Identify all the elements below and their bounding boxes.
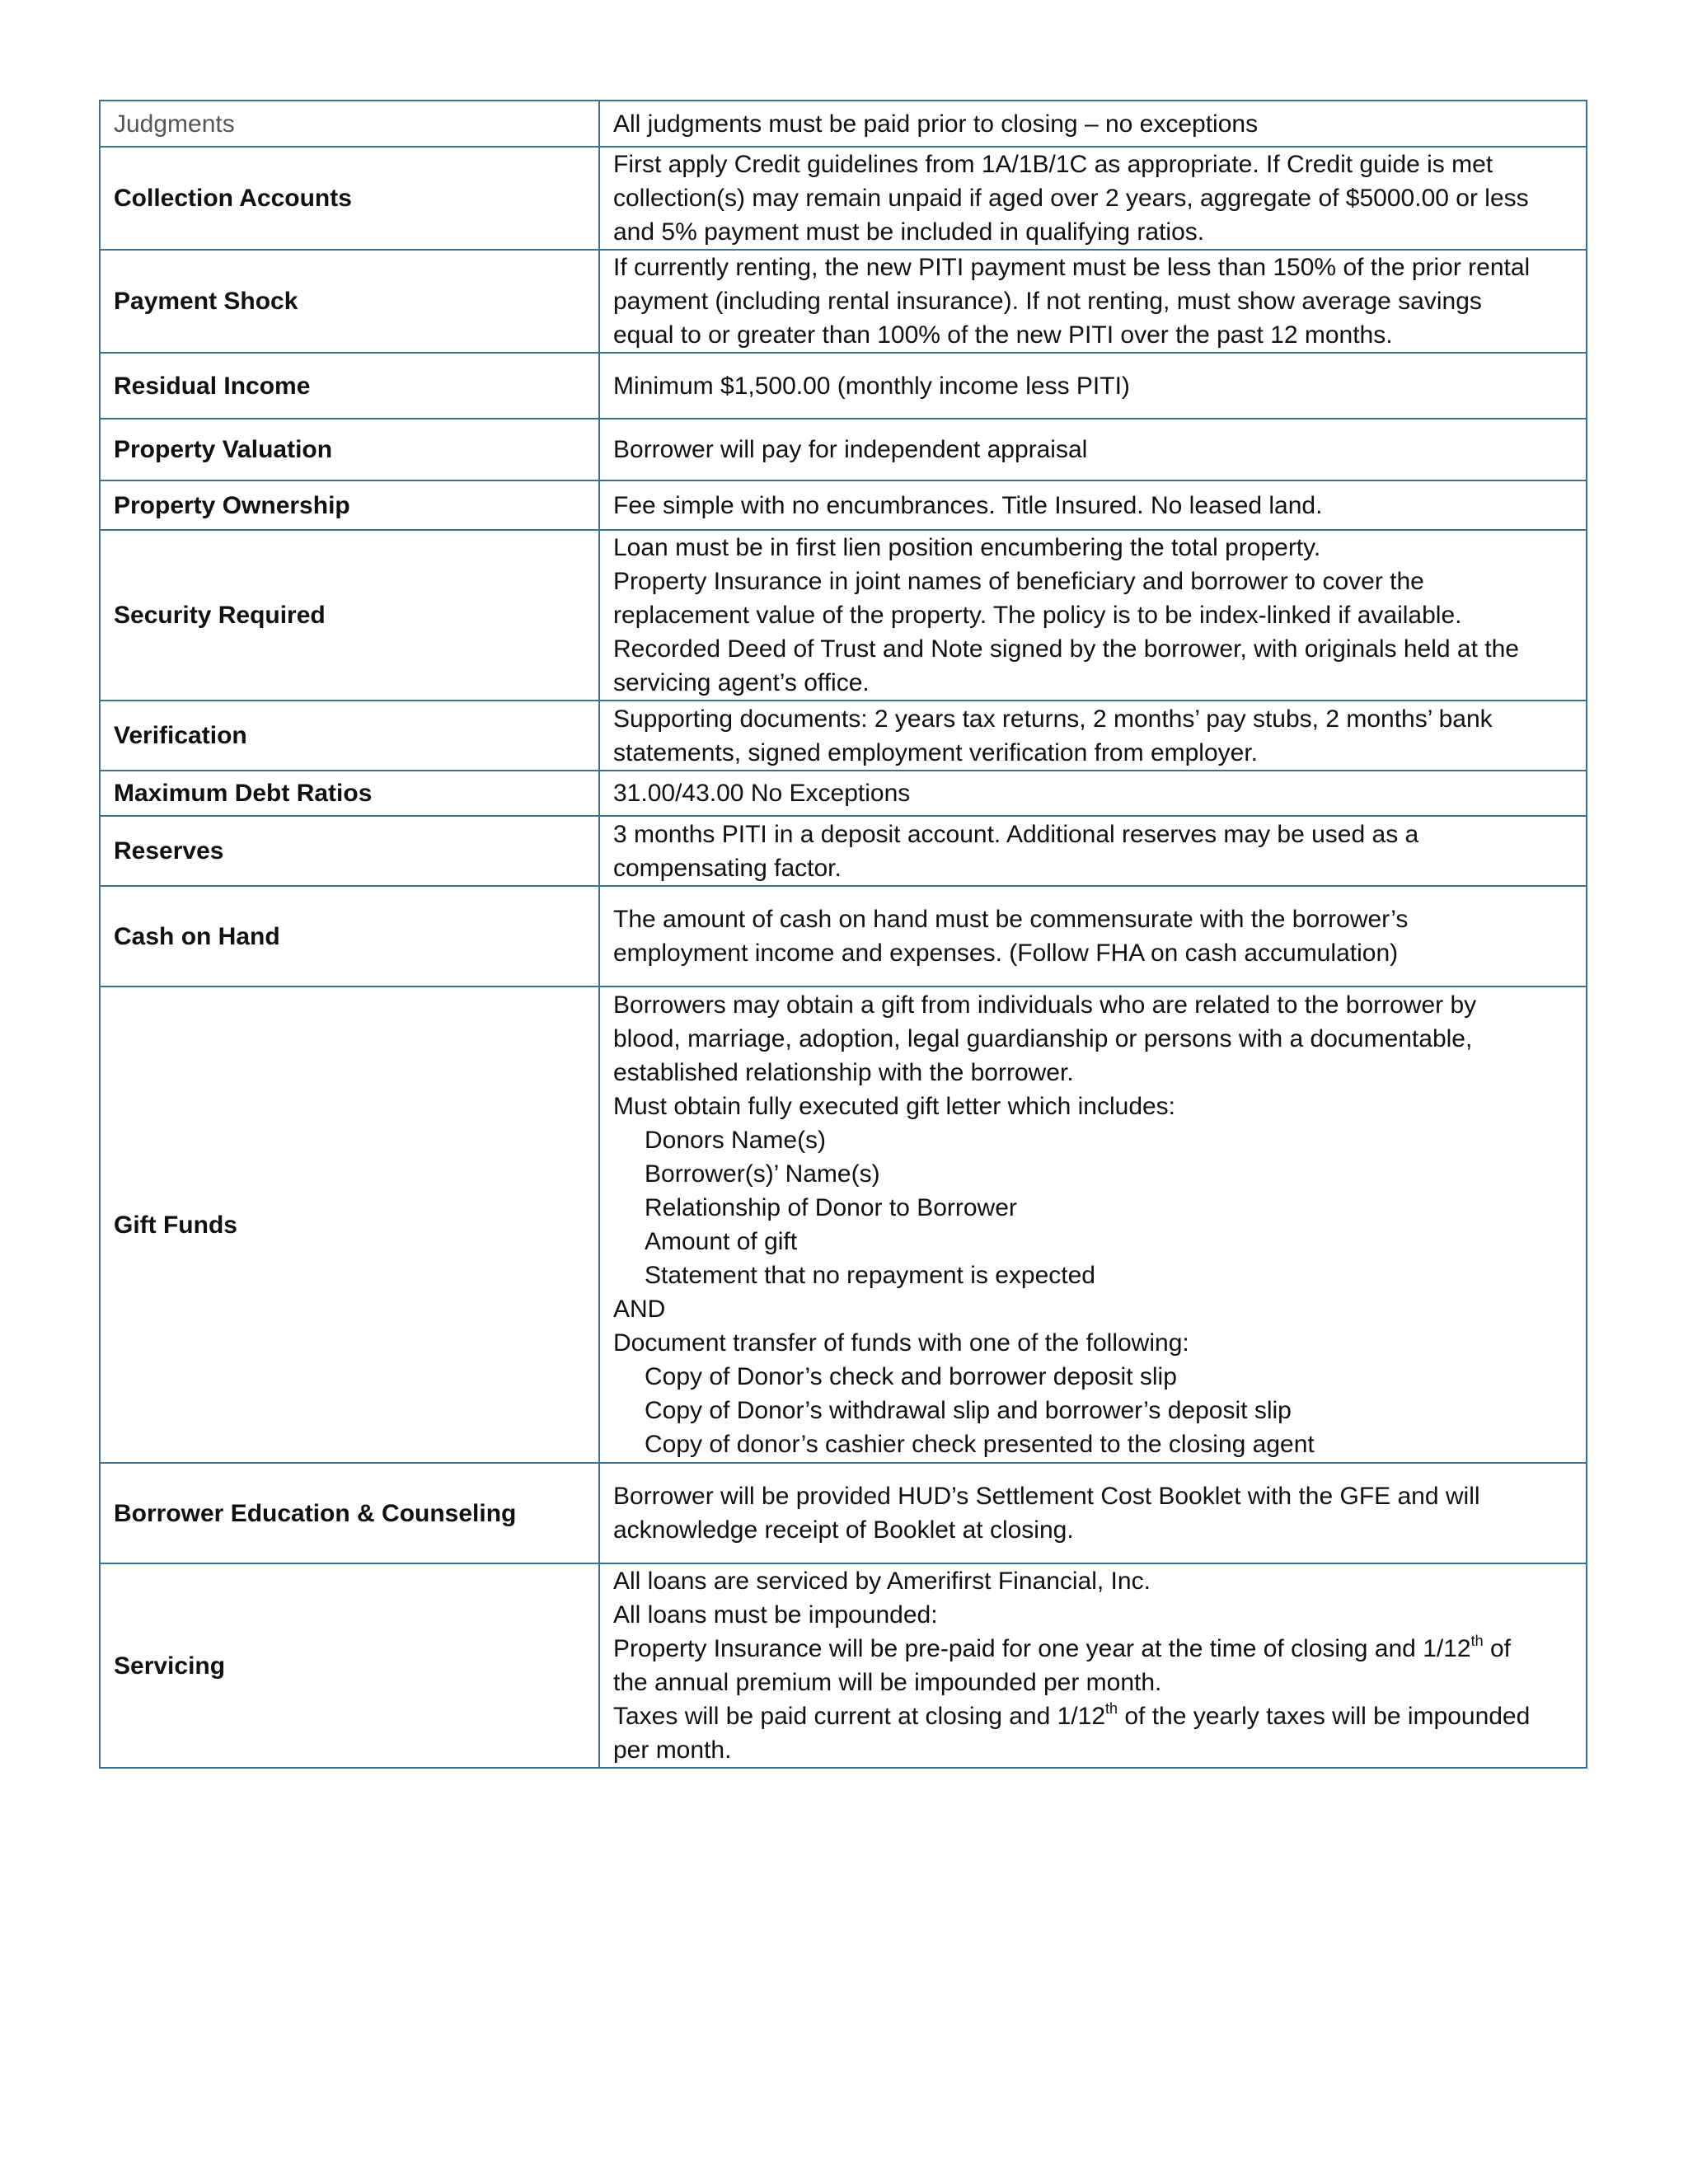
- row-residual-income: [100, 353, 1587, 419]
- line-text: Property Insurance will be pre-paid for one year at the time of closing and 1/12: [613, 1635, 1471, 1662]
- description-line: per month.: [613, 1736, 732, 1764]
- row-judgments: [100, 101, 1587, 147]
- row-description: [599, 419, 1587, 480]
- row-property-valuation: [100, 419, 1587, 480]
- transfer-document-item: Copy of Donor’s check and borrower deposit slip: [645, 1363, 1177, 1390]
- row-gift-funds: [100, 987, 1587, 1463]
- description-line: All loans must be impounded:: [613, 1601, 938, 1629]
- row-label: Cash on Hand: [100, 886, 599, 987]
- row-verification: [100, 701, 1587, 771]
- description-line: If currently renting, the new PITI payment must be less than 150% of the prior rental: [613, 254, 1531, 281]
- description-line: Recorded Deed of Trust and Note signed by the borrower, with originals held at the: [613, 635, 1519, 663]
- description-line: The amount of cash on hand must be commensurate with the borrower’s: [613, 906, 1409, 933]
- description-line: AND: [613, 1296, 666, 1323]
- gift-letter-item: Borrower(s)’ Name(s): [645, 1160, 880, 1188]
- row-label: Reserves: [100, 816, 599, 886]
- line-text: of: [1483, 1635, 1511, 1662]
- underwriting-guidelines-table: [99, 100, 1587, 1769]
- description-line: servicing agent’s office.: [613, 669, 870, 696]
- transfer-document-item: Copy of Donor’s withdrawal slip and borrower’s deposit slip: [645, 1397, 1292, 1424]
- row-description: [599, 530, 1587, 701]
- description-line: and 5% payment must be included in qualifying ratios.: [613, 218, 1205, 246]
- description-line: [613, 1632, 1573, 1666]
- superscript-th: th: [1470, 1633, 1484, 1649]
- row-description: [599, 480, 1587, 530]
- description-line: Borrower will be provided HUD’s Settlement Cost Booklet with the GFE and will: [613, 1483, 1480, 1510]
- row-description: [599, 771, 1587, 816]
- description-line: Loan must be in first lien position encumbering the total property.: [613, 534, 1321, 561]
- description-line: First apply Credit guidelines from 1A/1B/1C as appropriate. If Credit guide is met: [613, 151, 1493, 178]
- description-line: All judgments must be paid prior to closing – no exceptions: [613, 110, 1259, 138]
- row-description: [599, 987, 1587, 1463]
- line-text: of the yearly taxes will be impounded: [1118, 1703, 1531, 1730]
- superscript-th: th: [1105, 1700, 1118, 1717]
- row-payment-shock: [100, 250, 1587, 353]
- row-description: [599, 1463, 1587, 1563]
- line-text: Taxes will be paid current at closing and 1/12: [613, 1703, 1106, 1730]
- row-security-required: [100, 530, 1587, 701]
- row-borrower-education-counseling: [100, 1463, 1587, 1563]
- description-line: Fee simple with no encumbrances. Title Insured. No leased land.: [613, 491, 1323, 519]
- gift-letter-item: Amount of gift: [645, 1228, 798, 1255]
- row-label: Maximum Debt Ratios: [100, 771, 599, 816]
- row-description: [599, 1563, 1587, 1768]
- row-description: [599, 816, 1587, 886]
- row-label: Payment Shock: [100, 250, 599, 353]
- description-line: payment (including rental insurance). If not renting, must show average savings: [613, 288, 1482, 315]
- description-line: Property Insurance in joint names of beneficiary and borrower to cover the: [613, 568, 1424, 595]
- description-line: Must obtain fully executed gift letter which includes:: [613, 1093, 1176, 1120]
- description-line: 31.00/43.00 No Exceptions: [613, 780, 911, 807]
- description-line: 3 months PITI in a deposit account. Additional reserves may be used as a: [613, 820, 1419, 848]
- row-description: [599, 886, 1587, 987]
- gift-letter-item: Statement that no repayment is expected: [645, 1262, 1095, 1289]
- row-description: [599, 147, 1587, 250]
- row-label: Judgments: [100, 101, 599, 147]
- row-label: Residual Income: [100, 353, 599, 419]
- row-label: Verification: [100, 701, 599, 771]
- description-line: employment income and expenses. (Follow FHA on cash accumulation): [613, 940, 1399, 967]
- row-description: [599, 701, 1587, 771]
- row-label: Property Ownership: [100, 480, 599, 530]
- description-line: Document transfer of funds with one of the following:: [613, 1329, 1189, 1357]
- description-line: equal to or greater than 100% of the new PITI over the past 12 months.: [613, 321, 1393, 349]
- description-line: established relationship with the borrower.: [613, 1059, 1074, 1086]
- description-line: statements, signed employment verification from employer.: [613, 738, 1259, 766]
- description-line: blood, marriage, adoption, legal guardianship or persons with a documentable,: [613, 1025, 1473, 1052]
- row-description: [599, 101, 1587, 147]
- row-label: Collection Accounts: [100, 147, 599, 250]
- description-line: Minimum $1,500.00 (monthly income less PITI): [613, 372, 1130, 400]
- description-line: Supporting documents: 2 years tax returns, 2 months’ pay stubs, 2 months’ bank: [613, 705, 1493, 733]
- row-reserves: [100, 816, 1587, 886]
- description-line: replacement value of the property. The policy is to be index-linked if available.: [613, 602, 1462, 629]
- gift-letter-item: Donors Name(s): [645, 1127, 827, 1154]
- row-servicing: [100, 1563, 1587, 1768]
- description-line: All loans are serviced by Amerifirst Financial, Inc.: [613, 1568, 1151, 1595]
- row-label: Servicing: [100, 1563, 599, 1768]
- row-label: Property Valuation: [100, 419, 599, 480]
- row-description: [599, 353, 1587, 419]
- transfer-document-item: Copy of donor’s cashier check presented to the closing agent: [645, 1431, 1315, 1458]
- description-line: Borrower will pay for independent appraisal: [613, 436, 1088, 463]
- row-property-ownership: [100, 480, 1587, 530]
- row-description: [599, 250, 1587, 353]
- description-line: the annual premium will be impounded per month.: [613, 1669, 1162, 1696]
- row-cash-on-hand: [100, 886, 1587, 987]
- row-label: Security Required: [100, 530, 599, 701]
- description-line: compensating factor.: [613, 854, 842, 882]
- row-collection-accounts: [100, 147, 1587, 250]
- description-line: collection(s) may remain unpaid if aged over 2 years, aggregate of $5000.00 or less: [613, 185, 1529, 212]
- row-label: Gift Funds: [100, 987, 599, 1463]
- description-line: Borrowers may obtain a gift from individuals who are related to the borrower by: [613, 991, 1477, 1019]
- row-label: Borrower Education & Counseling: [100, 1463, 599, 1563]
- gift-letter-item: Relationship of Donor to Borrower: [645, 1194, 1017, 1221]
- row-maximum-debt-ratios: [100, 771, 1587, 816]
- description-line: [613, 1699, 1573, 1733]
- description-line: acknowledge receipt of Booklet at closing.: [613, 1516, 1074, 1544]
